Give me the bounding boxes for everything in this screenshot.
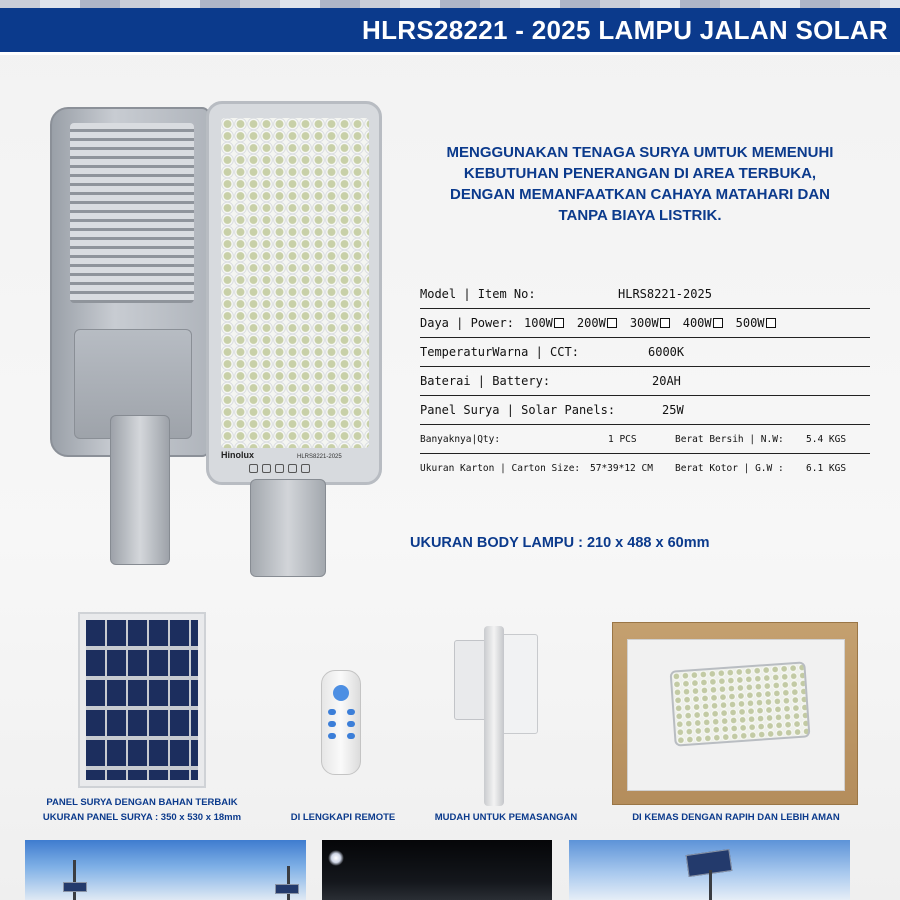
feature-icon	[249, 464, 258, 473]
lamp-pole	[709, 870, 712, 900]
lamp-light	[328, 850, 344, 866]
spec-table	[420, 280, 870, 483]
header-divider	[0, 52, 900, 55]
power-option-500w[interactable]: 500W	[736, 316, 776, 330]
lamp-brand-label: Hinolux	[221, 450, 254, 460]
spec-label: Berat Kotor | G.W :	[675, 463, 784, 474]
lamp-led-face	[206, 101, 382, 485]
spec-row-solar	[420, 396, 870, 425]
spec-value: 6.1 KGS	[806, 463, 847, 474]
spec-value: 57*39*12 CM	[590, 463, 653, 474]
spec-value: HLRS8221-2025	[618, 287, 712, 301]
caption-panel-line1: PANEL SURYA DENGAN BAHAN TERBAIK	[46, 797, 238, 808]
solar-cells	[86, 620, 198, 780]
description-line: MENGGUNAKAN TENAGA SURYA UMTUK MEMENUHI	[446, 144, 834, 161]
checkbox-icon[interactable]	[607, 318, 617, 328]
feature-icon	[288, 464, 297, 473]
bracket-plate	[454, 640, 488, 720]
power-option-400w[interactable]: 400W	[683, 316, 723, 330]
checkbox-icon[interactable]	[766, 318, 776, 328]
spec-label: Baterai | Battery:	[420, 374, 551, 388]
spec-label: Panel Surya | Solar Panels:	[420, 403, 616, 417]
caption-remote: DI LENGKAPI REMOTE	[290, 812, 396, 823]
spec-label: TemperaturWarna | CCT:	[420, 345, 579, 359]
lamp-heat-fins	[70, 123, 194, 303]
caption-packing: DI KEMAS DENGAN RAPIH DAN LEBIH AMAN	[632, 812, 840, 823]
remote-button	[328, 721, 336, 727]
checkbox-icon[interactable]	[554, 318, 564, 328]
bracket-pole	[484, 626, 504, 806]
spec-label: Berat Bersih | N.W:	[675, 433, 784, 445]
lamp-feature-icons	[249, 464, 310, 473]
solar-panel-image	[78, 612, 206, 788]
mounting-bracket-image	[452, 626, 544, 806]
remote-button	[328, 709, 336, 715]
remote-power-button	[333, 685, 349, 701]
packaging-foam	[627, 639, 845, 791]
installation-photo-field	[569, 840, 850, 900]
spec-label: Ukuran Karton | Carton Size:	[420, 463, 581, 474]
feature-icon	[262, 464, 271, 473]
installation-photo-night	[322, 840, 552, 900]
lamp-pole	[73, 860, 76, 900]
spec-value: 6000K	[648, 345, 685, 359]
solar-panel-small	[63, 882, 87, 892]
spec-value: 1 PCS	[608, 433, 637, 445]
packaging-image	[612, 622, 858, 805]
product-description	[410, 142, 870, 226]
spec-value: 5.4 KGS	[806, 433, 847, 445]
description-line: KEBUTUHAN PENERANGAN DI AREA TERBUKA,	[463, 165, 817, 182]
lamp-back-housing	[50, 107, 210, 457]
description-line: TANPA BIAYA LISTRIK.	[558, 207, 722, 224]
installation-photo-day	[25, 840, 306, 900]
remote-button	[347, 709, 355, 715]
power-option-100w[interactable]: 100W	[524, 316, 564, 330]
power-option-200w[interactable]: 200W	[577, 316, 617, 330]
lamp-mount-arm-back	[110, 415, 170, 565]
spec-row-qty	[420, 425, 870, 454]
bracket-plate	[498, 634, 538, 734]
remote-button	[347, 733, 355, 739]
checkbox-icon[interactable]	[713, 318, 723, 328]
spec-label: Daya | Power:	[420, 316, 514, 330]
led-array	[221, 118, 369, 448]
lamp-pole	[287, 866, 290, 900]
top-decorative-strip	[0, 0, 900, 8]
caption-panel-line2: UKURAN PANEL SURYA : 350 x 530 x 18mm	[42, 812, 242, 823]
lamp-model-label: HLRS8221-2025	[297, 454, 342, 460]
power-option-300w[interactable]: 300W	[630, 316, 670, 330]
body-size-label: UKURAN BODY LAMPU : 210 x 488 x 60mm	[410, 535, 710, 551]
spec-value: 25W	[662, 403, 684, 417]
spec-label: Model | Item No:	[420, 287, 536, 301]
spec-value: 20AH	[652, 374, 681, 388]
remote-button	[347, 721, 355, 727]
lamp-mount-arm-front	[250, 479, 326, 577]
spec-row-model	[420, 280, 870, 309]
checkbox-icon[interactable]	[660, 318, 670, 328]
remote-button	[328, 733, 336, 739]
remote-control-image	[321, 670, 361, 775]
header-bar	[0, 8, 900, 52]
page-title: HLRS28221 - 2025 LAMPU JALAN SOLAR	[362, 14, 888, 45]
spec-row-battery	[420, 367, 870, 396]
packed-lamp	[670, 661, 811, 746]
solar-panel-small	[275, 884, 299, 894]
feature-icon	[301, 464, 310, 473]
description-line: DENGAN MEMANFAATKAN CAHAYA MATAHARI DAN	[450, 186, 830, 203]
spec-row-cct	[420, 338, 870, 367]
caption-install: MUDAH UNTUK PEMASANGAN	[434, 812, 578, 823]
spec-row-carton	[420, 454, 870, 483]
spec-row-power	[420, 309, 870, 338]
power-options	[524, 316, 776, 330]
spec-label: Banyaknya|Qty:	[420, 433, 501, 445]
street-lamp-image	[38, 95, 388, 585]
feature-icon	[275, 464, 284, 473]
